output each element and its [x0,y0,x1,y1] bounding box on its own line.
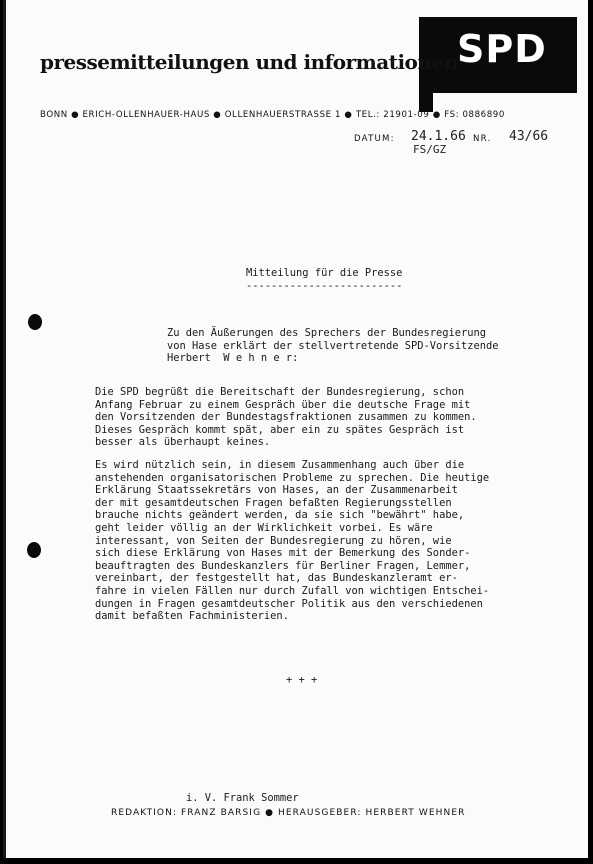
spd-logo-text: SPD [457,27,547,71]
datum-label: DATUM: [354,134,395,144]
page-left-edge [3,0,6,858]
datum-value: 24.1.66 [411,129,466,144]
heading-underline: ------------------------- [246,280,403,292]
masthead-title: pressemitteilungen und informationen [40,50,458,74]
body-paragraph-2: Es wird nützlich sein, in diesem Zusammenhang auch über die anstehenden organisatorischen Probleme zu sprechen. Die heutige Erklärung Staatssekretärs von Hases, an der Zusammenarbeit der mit gesamtdeutschen Fragen befaßten Regierungsstellen brauche nichts geändert werden, da sie sich "bewährt" habe, geht leider völlig an der Wirklichkeit vorbei. Es wäre interessant, von Seiten der Bundesregierung zu hören, wie sich diese Erklärung von Hases mit der Bemerkung des Sonder- beauftragten des Bundeskanzlers für Berliner Fragen, Lemmer, vereinbart, der festgestellt hat, das Bundeskanzleramt er- fahre in vielen Fällen nur durch Zufall von wichtigen Entschei- dungen in Fragen gesamtdeutscher Politik aus den verschiedenen damit befaßten Fachministerien. [95,459,490,623]
end-mark: + + + [286,674,318,686]
reference-code: FS/GZ [413,143,447,156]
punch-hole-bottom [27,542,41,558]
nr-value: 43/66 [509,129,549,144]
punch-hole-top [28,314,42,330]
signature: i. V. Frank Sommer [186,792,299,804]
press-release-page [3,0,588,858]
page-right-edge [588,0,593,864]
address-line: BONN ● ERICH-OLLENHAUER-HAUS ● OLLENHAUERSTRASSE 1 ● TEL.: 21901-09 ● FS: 0886890 [40,110,505,120]
body-paragraph-1: Die SPD begrüßt die Bereitschaft der Bundesregierung, schon Anfang Februar zu einem Gespräch über die deutsche Frage mit den Vorsitzenden der Bundestagsfraktionen zusammen zu kommen. Dieses Gespräch kommt spät, aber ein zu spätes Gespräch ist besser als überhaupt keines. [95,386,477,449]
nr-label: NR. [473,134,492,144]
document-heading: Mitteilung für die Presse [246,267,403,279]
footer-credits: REDAKTION: FRANZ BARSIG ● HERAUSGEBER: HERBERT WEHNER [111,808,466,818]
intro-paragraph: Zu den Äußerungen des Sprechers der Bundesregierung von Hase erklärt der stellvertretende SPD-Vorsitzende Herbert W e h n e r: [167,327,499,365]
